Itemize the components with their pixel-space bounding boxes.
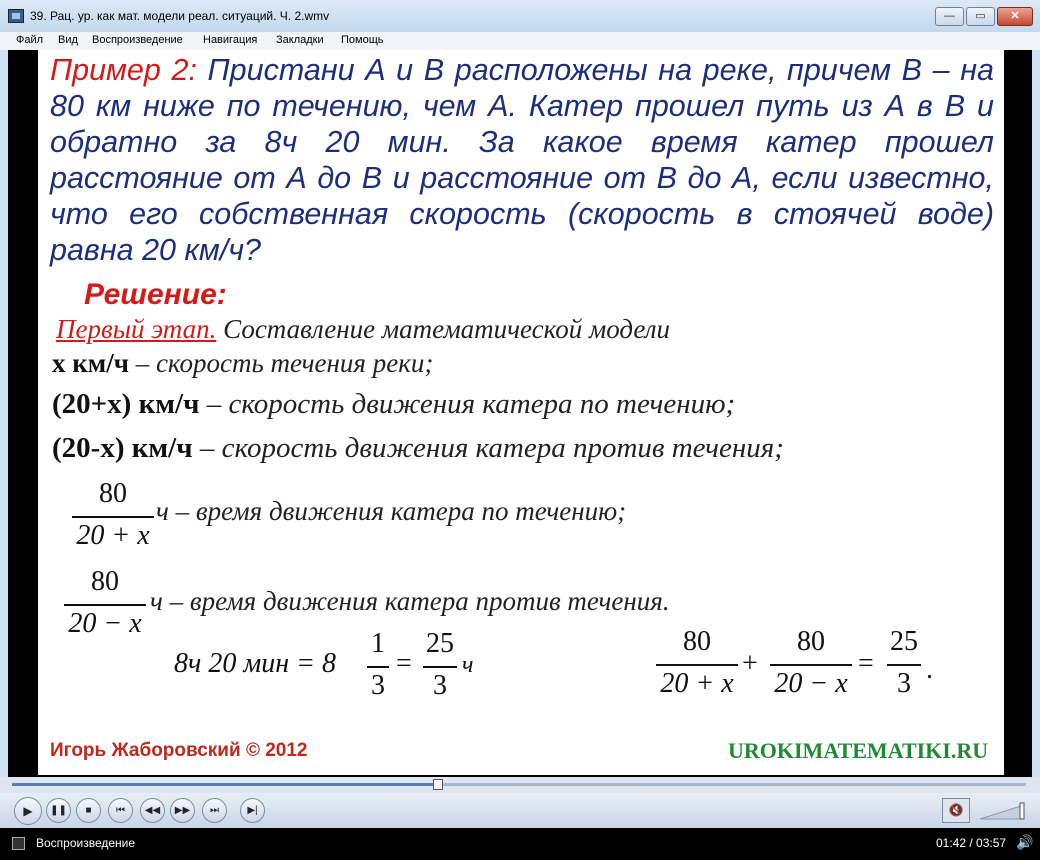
menu-bookmarks[interactable]: Закладки — [276, 34, 324, 46]
fraction-denominator: 3 — [433, 670, 447, 701]
solution-heading: Решение: — [84, 278, 227, 311]
equation-fraction-upstream — [766, 624, 856, 704]
time-display: 01:42 / 03:57 — [936, 836, 1007, 850]
mute-button[interactable] — [942, 798, 970, 823]
fraction-bar — [367, 666, 389, 668]
fraction-numerator: 1 — [371, 628, 385, 659]
previous-button[interactable] — [108, 798, 133, 823]
volume-slider[interactable] — [978, 801, 1026, 821]
step-forward-button[interactable] — [240, 798, 265, 823]
problem-text: Пристани А и В расположены на реке, причем В – на 80 км ниже по течению, чем А. Катер прошел путь из А в В и обратно за 8ч 20 мин. За какое время катер прошел расстояние от А до В и расстояние от В до А, если известно, что его собственная скорость (скорость в стоячей воде) равна 20 км/ч? — [50, 53, 994, 267]
equation-period: . — [926, 654, 933, 685]
variable-line-1 — [52, 348, 433, 379]
seek-thumb[interactable] — [433, 779, 443, 790]
speaker-muted-icon: 🔇 — [948, 803, 964, 817]
stop-icon: ■ — [85, 805, 92, 816]
upstream-time-description: ч – время движения катера против течения. — [150, 586, 670, 616]
previous-icon: ⏮ — [116, 805, 125, 816]
problem-label: Пример 2: — [50, 53, 197, 87]
menu-help[interactable]: Помощь — [341, 34, 384, 46]
film-icon — [12, 837, 25, 850]
time-conversion-unit: ч — [462, 652, 474, 678]
fraction-bar — [770, 664, 852, 666]
seek-bar[interactable] — [0, 777, 1040, 793]
equation-equals: = — [858, 648, 874, 679]
fraction-upstream-time — [60, 564, 150, 644]
step-forward-icon: ▶| — [247, 805, 258, 816]
fraction-numerator: 80 — [91, 566, 119, 597]
var2-description: – скорость движения катера по течению; — [199, 388, 736, 420]
fraction-one-third — [364, 626, 392, 706]
next-icon: ⏭ — [210, 805, 219, 816]
stage-label: Первый этап. — [56, 314, 217, 344]
fast-forward-button[interactable] — [170, 798, 195, 823]
menu-bar — [0, 32, 1040, 50]
site-watermark: UROKIMATEMATIKI.RU — [728, 738, 989, 763]
pause-icon: ❚❚ — [50, 805, 67, 816]
menu-file[interactable]: Файл — [16, 34, 44, 46]
stage-line — [56, 314, 670, 345]
fraction-denominator: 20 + x — [76, 520, 150, 551]
window-title: 39. Рац. ур. как мат. модели реал. ситуаций. Ч. 2.wmv — [30, 9, 330, 23]
downstream-time-description: ч – время движения катера по течению; — [156, 496, 627, 526]
fraction-bar — [72, 516, 154, 518]
author-credit: Игорь Жаборовский © 2012 — [50, 740, 308, 761]
variable-line-3 — [52, 432, 784, 465]
rewind-button[interactable] — [140, 798, 165, 823]
playback-status: Воспроизведение — [36, 836, 136, 850]
fraction-bar — [423, 666, 457, 668]
var1-description: – скорость течения реки; — [128, 348, 434, 378]
play-icon: ▶ — [23, 804, 33, 818]
fraction-denominator: 20 + x — [660, 668, 734, 699]
next-button[interactable] — [202, 798, 227, 823]
fraction-numerator: 80 — [99, 478, 127, 509]
equation-fraction-downstream — [652, 624, 742, 704]
title-bar — [0, 0, 1040, 32]
fraction-numerator: 25 — [426, 628, 454, 659]
transport-controls — [0, 793, 1040, 828]
fraction-bar — [656, 664, 738, 666]
var3-expression: (20-x) км/ч — [52, 432, 193, 464]
fraction-bar — [887, 664, 921, 666]
equation-result-fraction — [884, 624, 924, 704]
fraction-numerator: 25 — [890, 626, 918, 657]
play-button[interactable] — [14, 797, 42, 825]
time-conversion-left: 8ч 20 мин = 8 — [174, 648, 337, 679]
var2-expression: (20+x) км/ч — [52, 388, 200, 420]
menu-view[interactable]: Вид — [58, 34, 78, 46]
rewind-icon: ◀◀ — [144, 805, 161, 816]
fast-forward-icon: ▶▶ — [174, 805, 191, 816]
stage-text: Составление математической модели — [216, 314, 670, 344]
menu-playback[interactable]: Воспроизведение — [92, 34, 183, 46]
minimize-button[interactable]: — — [935, 7, 964, 26]
speaker-icon[interactable]: 🔊 — [1016, 834, 1034, 850]
equation-plus: + — [742, 648, 758, 679]
fraction-denominator: 3 — [371, 670, 385, 701]
fraction-numerator: 80 — [797, 626, 825, 657]
var1-expression: x км/ч — [52, 348, 129, 378]
time-conversion-equals: = — [396, 648, 412, 679]
fraction-twenty-five-thirds — [420, 626, 460, 706]
app-icon — [8, 9, 24, 23]
problem-statement — [50, 52, 994, 268]
fraction-downstream-time — [68, 476, 158, 556]
seek-progress — [12, 783, 438, 786]
variable-line-2 — [52, 388, 735, 421]
fraction-denominator: 3 — [897, 668, 911, 699]
var3-description: – скорость движения катера против течения; — [192, 432, 784, 464]
fraction-bar — [64, 604, 146, 606]
video-frame — [38, 50, 1004, 775]
menu-navigation[interactable]: Навигация — [203, 34, 258, 46]
maximize-button[interactable]: ▭ — [966, 7, 995, 26]
fraction-denominator: 20 − x — [68, 608, 142, 639]
fraction-numerator: 80 — [683, 626, 711, 657]
stop-button[interactable] — [76, 798, 101, 823]
status-bar — [0, 828, 1040, 860]
fraction-denominator: 20 − x — [774, 668, 848, 699]
pause-button[interactable] — [46, 798, 71, 823]
close-button[interactable]: ✕ — [997, 7, 1033, 26]
